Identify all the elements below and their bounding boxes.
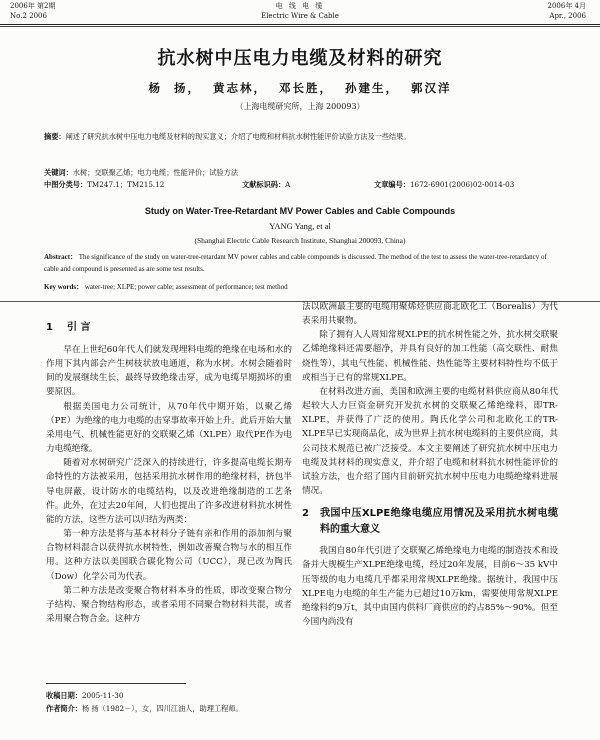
paragraph: 法以欧洲最主要的电缆用聚烯烃供应商北欧化工（Borealis）为代表采用共聚物。	[302, 302, 558, 327]
footnote-rule	[46, 683, 186, 684]
paragraph: 除了拥有人人周知常规XLPE的抗水树性能之外，抗水树交联聚乙烯绝缘料还需要超净，并具有良好的加工性能（高交联性、耐焦烧性等），其电气性能、机械性能、热性能等主要材料特性均不低于或相当于已有的常规XLPE。	[302, 330, 558, 383]
keywords-cn-label: 关键词：	[44, 168, 73, 177]
classification-row	[44, 180, 560, 192]
abstract-cn-label: 摘要：	[44, 132, 66, 141]
paragraph: 早在上世纪60年代人们就发现埋料电缆的绝缘在电场和水的作用下其内部会产生树枝状放电通道，称为水树。水树会随着时间的发展继续生长，最终导致绝缘击穿，成为电缆早期损坏的重要原因。	[46, 345, 292, 398]
english-title: Study on Water-Tree-Retardant MV Power Cables and Cable Compounds	[144, 206, 456, 216]
paragraph: 第二种方法是改变聚合物材料本身的性质，即改变聚合物分子结构、聚合物结构形态，或者采用不同聚合物材料共混，或者采用聚合物合金。这种方	[46, 585, 292, 624]
section-1-number: 1	[46, 322, 53, 333]
paragraph: 随着对水树研究广泛深入的持续进行，许多提高电缆长期寿命特性的方法被采用，包括采用抗水树作用的绝缘材料，挤包半导电屏蔽，设计防水的电缆结构，以及改进绝缘制造的工艺条件。此外，在过去20年间，人们也提出了许多改进材料抗水树性能的方法，这些方法可以归结为两类：	[46, 458, 292, 525]
english-keywords-text: water-tree; XLPE; power cable; assessment of performance; test method	[84, 283, 288, 291]
document-code: 文献标识码：A	[242, 180, 291, 189]
section-2-heading	[302, 506, 558, 538]
english-abstract-label: Abstract：	[44, 253, 78, 261]
section-2-title: 我国中压XLPE绝缘电缆应用情况及采用抗水树电缆料的重大意义	[320, 508, 558, 536]
received-date: 收稿日期：2005-11-30	[46, 691, 124, 700]
paragraph: 我国自80年代引进了交联聚乙烯绝缘电力电缆的制造技术和设备并大规模生产XLPE绝缘电缆，经过20年发展，目前6～35 kV中压等级的电力电缆几乎都采用常规XLPE绝缘。据统计，我国中压XLPE电力电缆的年生产能力已超过10万km，需要使用常规XLPE绝缘料约9万t，其中由国内供料厂商供应的约占85%～90%。但至今国内尚没有	[302, 546, 558, 627]
abstract-cn-text: 阐述了研究抗水树中压电力电缆及材料的现实意义；介绍了电缆和材料抗水树性能评价试验方法及一些结果。	[65, 132, 411, 141]
footnote	[46, 689, 292, 715]
english-keywords-label: Key words：	[44, 283, 84, 291]
affiliation: （上海电缆研究所，上海 200093）	[235, 102, 365, 111]
paragraph: 在材料改进方面，美国和欧洲主要的电缆材料供应商从80年代起较大人力巨资金研究开发抗水树的交联聚乙烯绝缘料，即TR-XLPE，并获得了广泛的使用。陶氏化学公司和北欧化工的TR-XLPE早已实现商品化，成为世界上抗水树电缆料的主要供应商，其公司技术规范已被广泛接受。本文主要阐述了研究抗水树中压电力电缆及其材料的现实意义，并介绍了电缆和材料抗水树性能评价的试验方法，也介绍了国内目前研究抗水树中压电力电缆绝缘料进展情况。	[302, 386, 558, 497]
clc-number: 中图分类号：TM247.1；TM215.12	[44, 180, 165, 189]
author-bio: 作者简介：杨 扬（1982－），女，四川江油人，助理工程师。	[46, 704, 243, 713]
keywords-cn-text: 水树；交联聚乙烯；电力电缆；性能评价；试验方法	[72, 168, 239, 177]
header-date: 2006年 4月 Apr., 2006	[547, 2, 586, 20]
keywords-cn	[44, 167, 560, 179]
abstract-cn	[44, 131, 560, 143]
english-abstract-text: The significance of the study on water-tree-retardant MV power cables and cable compounds is discussed. The method of the test to assess the water-tree-retardancy of cable and compound is presented as are some test results.	[44, 253, 547, 273]
english-affiliation: (Shanghai Electric Cable Research Institute, Shanghai 200093, China)	[194, 236, 406, 245]
section-1-heading	[46, 313, 292, 343]
header-issue: 2006年 第2期 No.2 2006	[10, 2, 56, 20]
header-journal: 电 线 电 缆 Electric Wire & Cable	[261, 2, 339, 20]
header-rule	[0, 26, 600, 27]
english-abstract	[44, 251, 558, 275]
paragraph: 第一种方法是将与基本材料分子链有亲和作用的添加剂与聚合物材料混合以获得抗水树特性，例如改善聚合物与水的相互作用。这种方法以美国联合碳化物公司（UCC），现已改为陶氏（Dow）化学公司为代表。	[46, 529, 292, 582]
right-column	[302, 300, 558, 629]
paper-title: 抗水树中压电力电缆及材料的研究	[157, 48, 443, 69]
english-author: YANG Yang, et al	[269, 221, 331, 231]
english-keywords	[44, 281, 558, 293]
article-number: 文章编号：1672-6901(2006)02-0014-03	[374, 180, 515, 189]
paragraph: 根据美国电力公司统计，从70年代中期开始，以聚乙烯（PE）为绝缘的电力电缆的击穿事故率开始上升。此后开始大量采用电气、机械性能更好的交联聚乙烯（XLPE）取代PE作为电力电缆绝缘。	[46, 401, 292, 455]
left-column	[46, 313, 292, 626]
section-1-title: 引 言	[66, 322, 91, 333]
running-header	[0, 0, 600, 25]
section-2-number: 2	[302, 508, 309, 520]
author-list: 杨 扬， 黄志林， 邓长胜， 孙建生， 郭汉洋	[148, 81, 452, 95]
